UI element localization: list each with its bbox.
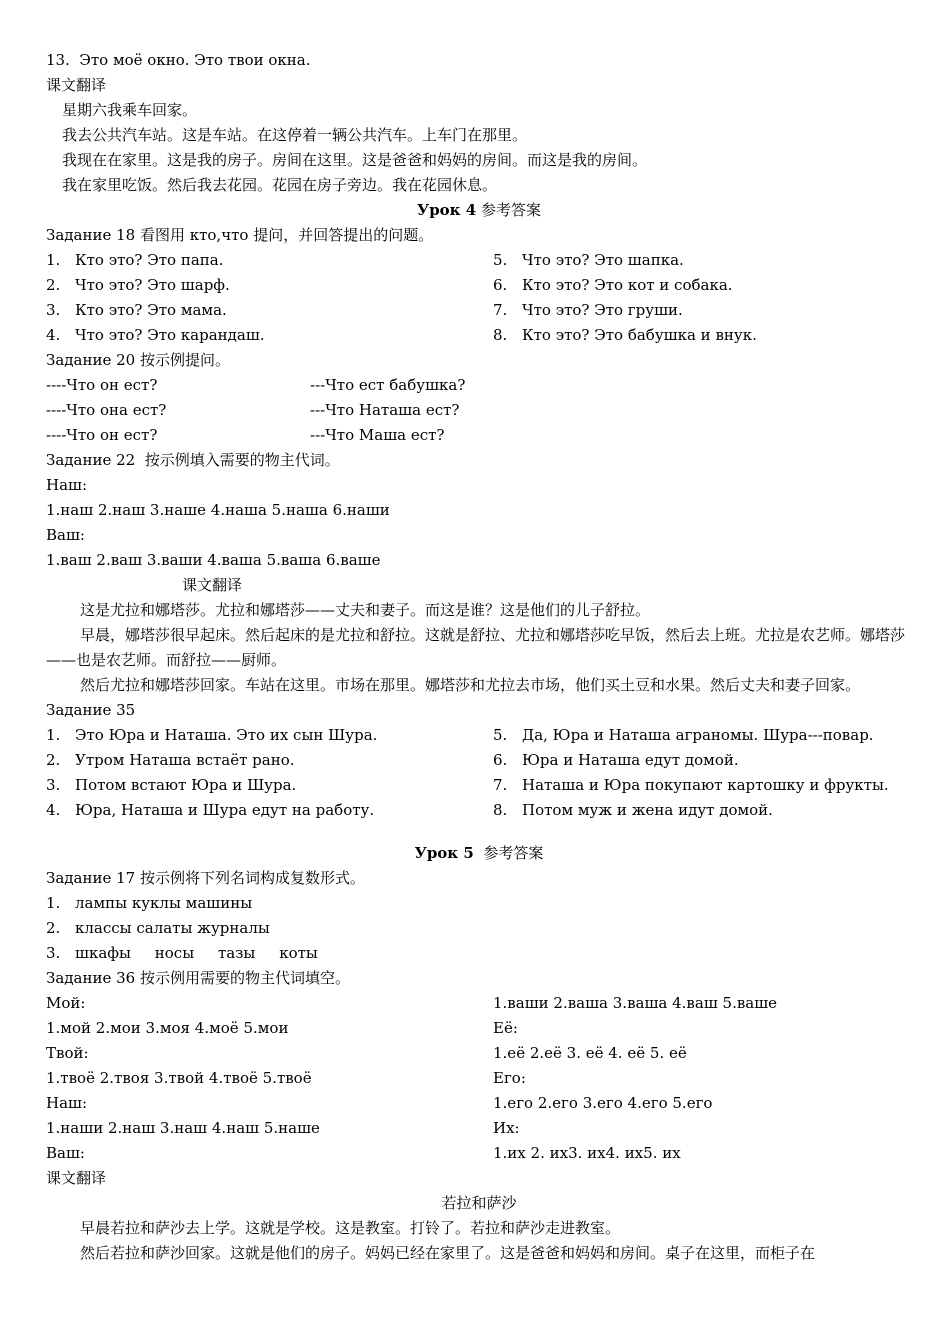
list-item — [493, 248, 940, 273]
list-item — [46, 916, 912, 941]
lesson4-translation-p1: 这是尤拉和娜塔莎。尤拉和娜塔莎——丈夫和妻子。而这是谁？这是他们的儿子舒拉。 — [80, 601, 651, 619]
section-spacer — [46, 823, 912, 841]
translation-line-4: 我在家里吃饭。然后我去花园。花园在房子旁边。我在花园休息。 — [62, 176, 498, 194]
item-text: Что это? Это шапка. — [522, 251, 684, 269]
answer-line: Её: — [493, 1019, 518, 1037]
answer-line: Его: — [493, 1069, 526, 1087]
item-text: Кто это? Это бабушка и внук. — [522, 326, 757, 344]
list-item — [46, 773, 493, 798]
list-item — [493, 798, 940, 823]
list-item — [46, 941, 912, 966]
item-text: Кто это? Это папа. — [75, 251, 224, 269]
list-item — [493, 323, 940, 348]
item-text: Юра, Наташа и Шура едут на работу. — [75, 801, 375, 819]
task36-title: Задание 36 按示例用需要的物主代词填空。 — [46, 969, 350, 987]
item-text: Что это? Это шарф. — [75, 276, 230, 294]
list-item — [46, 248, 493, 273]
item-text: Кто это? Это мама. — [75, 301, 227, 319]
task36-left-column — [46, 991, 493, 1166]
list-item — [46, 298, 493, 323]
item-number: 6. — [493, 751, 508, 769]
item-text: Потом муж и жена идут домой. — [522, 801, 773, 819]
list-item — [46, 798, 493, 823]
item-text: Это Юра и Наташа. Это их сын Шура. — [75, 726, 378, 744]
answer-line: 1.мой 2.мои 3.моя 4.моё 5.мои — [46, 1019, 289, 1037]
task22-nash-answers: 1.наш 2.наш 3.наше 4.наша 5.наша 6.наши — [46, 501, 390, 519]
item-number: 3. — [46, 944, 61, 962]
item-text: Потом встают Юра и Шура. — [75, 776, 297, 794]
item-number: 2. — [46, 751, 61, 769]
item-number: 2. — [46, 919, 61, 937]
task18-right-column — [493, 248, 940, 348]
lesson4-heading — [46, 198, 912, 223]
lesson5-heading-rest: 参考答案 — [473, 844, 544, 862]
item-number: 8. — [493, 801, 508, 819]
lesson4-translation-p3: 然后尤拉和娜塔莎回家。车站在这里。市场在那里。娜塔莎和尤拉去市场，他们买土豆和水果。然后丈夫和妻子回家。 — [80, 676, 861, 694]
item-text: шкафы носы тазы коты — [75, 944, 318, 962]
item-number: 3. — [46, 301, 61, 319]
item-number: 4. — [46, 326, 61, 344]
item-text: лампы куклы машины — [75, 894, 253, 912]
task20-row — [46, 398, 912, 423]
item-text: Да, Юра и Наташа агрaномы. Шура---повар. — [522, 726, 874, 744]
question-right: ---Что ест бабушка? — [310, 376, 466, 394]
question-left: ----Что он ест? — [46, 376, 158, 394]
answer-line: Твой: — [46, 1044, 89, 1062]
item-number: 5. — [493, 251, 508, 269]
question-right: ---Что Маша ест? — [310, 426, 445, 444]
item-number: 5. — [493, 726, 508, 744]
answer-line: Их: — [493, 1119, 520, 1137]
item-number: 7. — [493, 301, 508, 319]
item-number: 6. — [493, 276, 508, 294]
lesson5-translation-label: 课文翻译 — [46, 1169, 107, 1187]
task18-left-column — [46, 248, 493, 348]
task22-nash-label: Наш: — [46, 476, 88, 494]
item-number: 3. — [46, 776, 61, 794]
answer-line: Мой: — [46, 994, 86, 1012]
task18-answers — [46, 248, 912, 348]
task22-vash-answers: 1.ваш 2.ваш 3.ваши 4.ваша 5.ваша 6.ваше — [46, 551, 381, 569]
task22-vash-label: Ваш: — [46, 526, 85, 544]
answer-line: 1.наши 2.наш 3.наш 4.наш 5.наше — [46, 1119, 320, 1137]
list-item — [493, 748, 940, 773]
task20-row — [46, 423, 912, 448]
task35-title: Задание 35 — [46, 701, 136, 719]
answer-line: 1.её 2.её 3. её 4. её 5. её — [493, 1044, 687, 1062]
task20-answers — [46, 373, 912, 448]
item-text: Что это? Это карандаш. — [75, 326, 265, 344]
lesson5-heading-bold: Урок 5 — [414, 844, 474, 862]
task17-title: Задание 17 按示例将下列名词构成复数形式。 — [46, 869, 365, 887]
question-right: ---Что Наташа ест? — [310, 401, 460, 419]
list-item — [46, 723, 493, 748]
item-text: Кто это? Это кот и собака. — [522, 276, 733, 294]
item-13: 13. Это моё окно. Это твои окна. — [46, 51, 311, 69]
translation-line-2: 我去公共汽车站。这是车站。在这停着一辆公共汽车。上车门在那里。 — [62, 126, 528, 144]
item-number: 2. — [46, 276, 61, 294]
lesson5-translation-p2: 然后若拉和萨沙回家。这就是他们的房子。妈妈已经在家里了。这是爸爸和妈妈和房间。桌子在这里，而柜子在 — [80, 1244, 816, 1262]
answer-line: 1.ваши 2.ваша 3.ваша 4.ваш 5.ваше — [493, 994, 778, 1012]
task18-title: Задание 18 看图用 кто,что 提问，并回答提出的问题。 — [46, 226, 434, 244]
list-item — [46, 891, 912, 916]
task20-title: Задание 20 按示例提问。 — [46, 351, 230, 369]
list-item — [493, 773, 940, 798]
task35-left-column — [46, 723, 493, 823]
list-item — [46, 273, 493, 298]
answer-line: Наш: — [46, 1094, 88, 1112]
lesson4-heading-bold: Урок 4 — [417, 201, 477, 219]
task22-title: Задание 22 按示例填入需要的物主代词。 — [46, 451, 340, 469]
task36-right-column — [493, 991, 940, 1166]
item-number: 1. — [46, 251, 61, 269]
item-text: Наташа и Юра покупают картошку и фрукты. — [522, 776, 889, 794]
task20-row — [46, 373, 912, 398]
item-number: 8. — [493, 326, 508, 344]
question-left: ----Что он ест? — [46, 426, 158, 444]
list-item — [493, 273, 940, 298]
lesson4-heading-rest: 参考答案 — [476, 201, 541, 219]
list-item — [493, 298, 940, 323]
lesson5-heading — [46, 841, 912, 866]
list-item — [46, 323, 493, 348]
answer-line: 1.твоё 2.твоя 3.твой 4.твоё 5.твоё — [46, 1069, 312, 1087]
task35-answers — [46, 723, 912, 823]
item-number: 1. — [46, 726, 61, 744]
item-text: Юра и Наташа едут домой. — [522, 751, 739, 769]
item-text: классы салаты журналы — [75, 919, 270, 937]
item-text: Утром Наташа встаёт рано. — [75, 751, 295, 769]
translation-line-1: 星期六我乘车回家。 — [62, 101, 198, 119]
item-number: 4. — [46, 801, 61, 819]
translation-line-3: 我现在在家里。这是我的房子。房间在这里。这是爸爸和妈妈的房间。而这是我的房间。 — [62, 151, 648, 169]
item-number: 1. — [46, 894, 61, 912]
item-text: Что это? Это груши. — [522, 301, 683, 319]
answer-line: 1.их 2. их3. их4. их5. их — [493, 1144, 681, 1162]
text-translation-label: 课文翻译 — [46, 76, 107, 94]
lesson5-translation-title: 若拉和萨沙 — [441, 1194, 517, 1212]
lesson4-translation-p2: 早晨，娜塔莎很早起床。然后起床的是尤拉和舒拉。这就是舒拉、尤拉和娜塔莎吃早饭，然后去上班。尤拉是农艺师。娜塔莎——也是农艺师。而舒拉——厨师。 — [46, 626, 906, 669]
question-left: ----Что она ест? — [46, 401, 167, 419]
list-item — [493, 723, 940, 748]
document-page — [46, 48, 912, 1266]
task35-right-column — [493, 723, 940, 823]
item-number: 7. — [493, 776, 508, 794]
lesson4-translation-label: 课文翻译 — [182, 576, 243, 594]
answer-line: Ваш: — [46, 1144, 85, 1162]
answer-line: 1.его 2.его 3.его 4.его 5.его — [493, 1094, 713, 1112]
list-item — [46, 748, 493, 773]
lesson5-translation-p1: 早晨若拉和萨沙去上学。这就是学校。这是教室。打铃了。若拉和萨沙走进教室。 — [80, 1219, 621, 1237]
task36-answers — [46, 991, 912, 1166]
